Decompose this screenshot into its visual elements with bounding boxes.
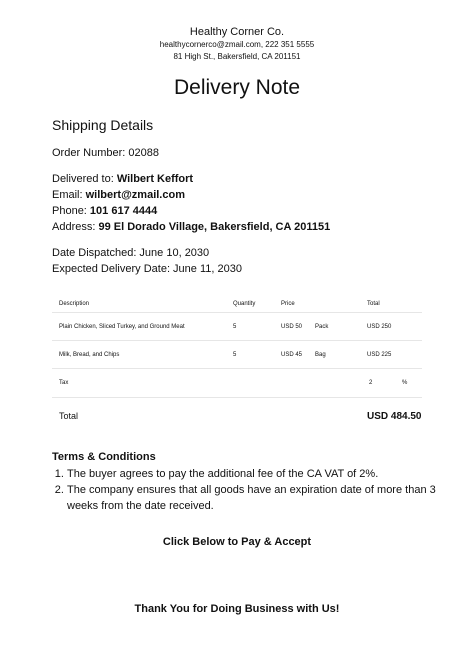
header-extra [402, 296, 422, 313]
terms-list [52, 466, 447, 514]
row-price: USD 45 [281, 341, 315, 369]
row-price: USD 50 [281, 313, 315, 341]
email-label: Email: [52, 189, 86, 201]
pay-accept-prompt: Click Below to Pay & Accept [162, 536, 312, 548]
row-total: USD 225 [367, 341, 402, 369]
thank-you-note: Thank You for Doing Business with Us! [134, 603, 340, 615]
row-description: Milk, Bread, and Chips [52, 341, 233, 369]
address-label: Address: [52, 221, 99, 233]
email-value: wilbert@zmail.com [85, 189, 185, 201]
phone-label: Phone: [52, 205, 90, 217]
header-description: Description [52, 296, 233, 313]
company-contact: healthycornerco@zmail.com, 222 351 5555 [159, 40, 315, 49]
phone-line [52, 205, 157, 217]
header-unit [315, 296, 367, 313]
tax-label: Tax [52, 369, 233, 398]
tax-value: 2 [367, 369, 402, 398]
company-address: 81 High St., Bakersfield, CA 201151 [173, 52, 301, 61]
table-row [52, 313, 422, 341]
delivered-to-line [52, 173, 193, 185]
header-price: Price [281, 296, 315, 313]
total-row [52, 398, 422, 435]
row-quantity: 5 [233, 341, 281, 369]
header-total: Total [367, 296, 402, 313]
tax-row [52, 369, 422, 398]
expected-delivery-date: Expected Delivery Date: June 11, 2030 [52, 263, 242, 275]
terms-item: 1. The buyer agrees to pay the additional fee of the CA VAT of 2%. [67, 466, 447, 482]
row-quantity: 5 [233, 313, 281, 341]
document-title: Delivery Note [173, 76, 301, 99]
header-quantity: Quantity [233, 296, 281, 313]
row-total: USD 250 [367, 313, 402, 341]
total-label: Total [59, 411, 79, 421]
row-unit: Bag [315, 341, 367, 369]
total-value: USD 484.50 [367, 410, 422, 422]
phone-value: 101 617 4444 [89, 205, 158, 217]
email-line [52, 189, 185, 201]
order-number: Order Number: 02088 [52, 147, 159, 159]
address-value: 99 El Dorado Village, Bakersfield, CA 201151 [98, 221, 331, 233]
delivered-to-value: Wilbert Keffort [116, 173, 194, 185]
items-table [52, 296, 422, 434]
delivered-to-label: Delivered to: [52, 173, 117, 185]
company-name: Healthy Corner Co. [189, 26, 285, 38]
tax-unit: % [402, 369, 422, 398]
date-dispatched: Date Dispatched: June 10, 2030 [52, 247, 210, 259]
row-unit: Pack [315, 313, 367, 341]
terms-item: 2. The company ensures that all goods have an expiration date of more than 3 weeks from the date received. [67, 482, 447, 514]
table-header-row [52, 296, 422, 313]
row-description: Plain Chicken, Sliced Turkey, and Ground Meat [52, 313, 233, 341]
address-line [52, 221, 330, 233]
table-row [52, 341, 422, 369]
shipping-details-heading: Shipping Details [52, 117, 154, 133]
terms-heading: Terms & Conditions [52, 451, 156, 463]
